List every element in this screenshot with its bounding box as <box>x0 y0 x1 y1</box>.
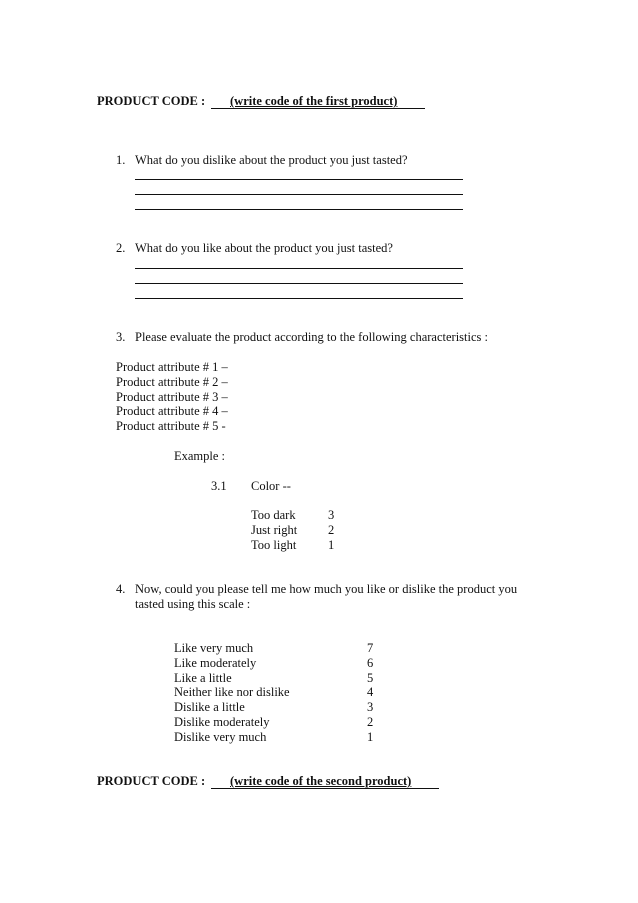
answer-line[interactable] <box>135 179 463 180</box>
question-1-text: What do you dislike about the product you just tasted? <box>135 153 408 167</box>
answer-line[interactable] <box>135 268 463 269</box>
product-code-hint-1: (write code of the first product) <box>230 94 398 108</box>
example-option-value: 1 <box>328 538 335 552</box>
scale-value: 5 <box>367 671 374 685</box>
scale-value: 3 <box>367 700 374 714</box>
scale-label: Neither like nor dislike <box>174 685 290 699</box>
scale-label: Dislike a little <box>174 700 245 714</box>
scale-label: Like very much <box>174 641 254 655</box>
scale-value: 4 <box>367 685 374 699</box>
answer-line[interactable] <box>135 298 463 299</box>
scale-value: 1 <box>367 730 374 744</box>
scale-value: 2 <box>367 715 374 729</box>
attribute-item: Product attribute # 3 – <box>116 390 228 404</box>
answer-line[interactable] <box>135 209 463 210</box>
scale-value: 6 <box>367 656 374 670</box>
example-label: Example : <box>174 449 226 463</box>
example-option-label: Too light <box>251 538 297 552</box>
question-4-text-line-1: Now, could you please tell me how much you like or dislike the product you <box>135 582 518 596</box>
scale-label: Dislike very much <box>174 730 267 744</box>
scale-label: Like a little <box>174 671 232 685</box>
question-4-text-line-2: tasted using this scale : <box>135 597 251 611</box>
question-4-number: 4. <box>116 582 126 596</box>
question-3-text: Please evaluate the product according to the following characteristics : <box>135 330 488 344</box>
question-1-number: 1. <box>116 153 126 167</box>
question-2-number: 2. <box>116 241 126 255</box>
example-characteristic: Color -- <box>251 479 291 493</box>
attribute-item: Product attribute # 1 – <box>116 360 228 374</box>
example-option-value: 2 <box>328 523 335 537</box>
attribute-item: Product attribute # 4 – <box>116 404 228 418</box>
scale-value: 7 <box>367 641 374 655</box>
product-code-hint-2: (write code of the second product) <box>230 774 412 788</box>
example-option-label: Just right <box>251 523 298 537</box>
answer-line[interactable] <box>135 194 463 195</box>
scale-label: Like moderately <box>174 656 257 670</box>
scale-label: Dislike moderately <box>174 715 270 729</box>
question-2-text: What do you like about the product you just tasted? <box>135 241 393 255</box>
attribute-item: Product attribute # 2 – <box>116 375 228 389</box>
example-number: 3.1 <box>211 479 227 493</box>
attribute-item: Product attribute # 5 - <box>116 419 226 433</box>
answer-line[interactable] <box>135 283 463 284</box>
product-code-label-1: PRODUCT CODE : <box>97 94 206 108</box>
example-option-value: 3 <box>328 508 335 522</box>
example-option-label: Too dark <box>251 508 296 522</box>
question-3-number: 3. <box>116 330 126 344</box>
product-code-label-2: PRODUCT CODE : <box>97 774 206 788</box>
